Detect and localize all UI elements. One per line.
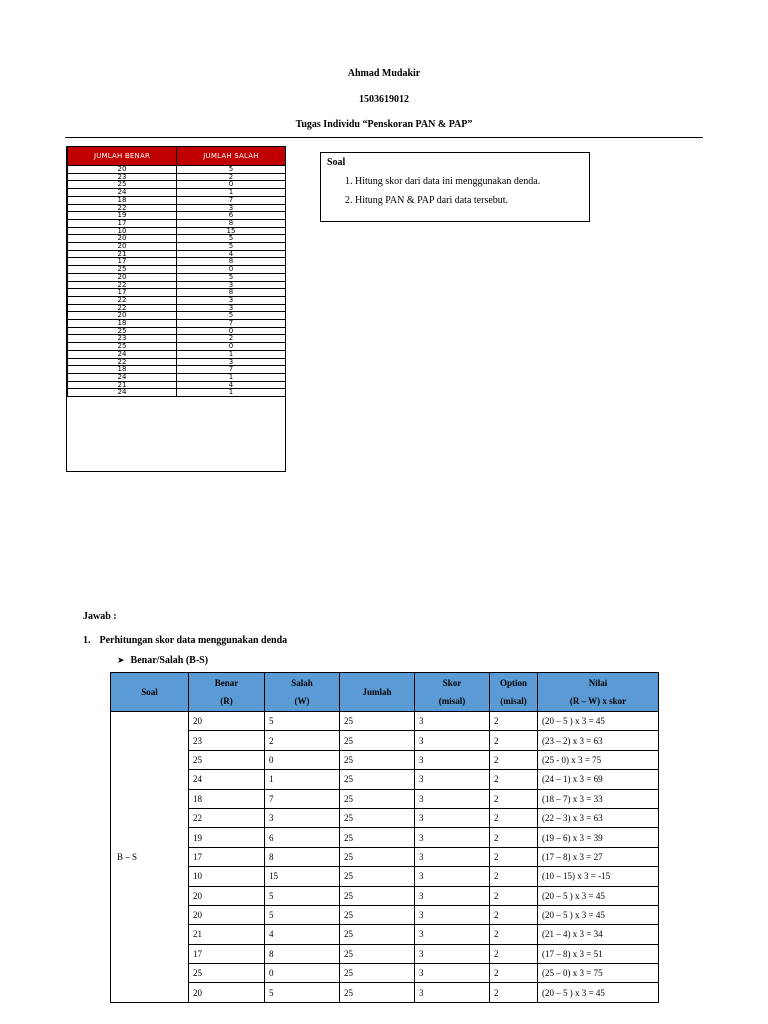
skor-cell: 3 xyxy=(415,925,490,944)
option-cell: 2 xyxy=(490,808,538,827)
table-row xyxy=(111,750,659,769)
salah-cell: 15 xyxy=(265,867,340,886)
benar-cell: 18 xyxy=(68,366,177,374)
benar-cell: 25 xyxy=(189,750,265,769)
table-row xyxy=(68,204,286,212)
option-cell: 2 xyxy=(490,731,538,750)
jumlah-cell: 25 xyxy=(340,944,415,963)
table-row xyxy=(68,366,286,374)
question-list xyxy=(327,176,583,206)
table-row xyxy=(68,389,286,397)
table-row xyxy=(111,712,659,731)
jumlah-cell: 25 xyxy=(340,789,415,808)
salah-cell: 1 xyxy=(265,770,340,789)
benar-cell: 25 xyxy=(68,343,177,351)
jumlah-cell: 25 xyxy=(340,867,415,886)
skor-cell: 3 xyxy=(415,808,490,827)
subsection-title: Benar/Salah (B-S) xyxy=(130,655,209,666)
benar-cell: 19 xyxy=(189,828,265,847)
jumlah-cell: 25 xyxy=(340,731,415,750)
option-cell: 2 xyxy=(490,925,538,944)
table-row xyxy=(68,358,286,366)
salah-cell: 8 xyxy=(265,847,340,866)
benar-cell: 25 xyxy=(189,964,265,983)
benar-cell: 25 xyxy=(68,327,177,335)
table-row xyxy=(68,212,286,220)
table-row xyxy=(111,770,659,789)
salah-cell: 2 xyxy=(177,335,286,343)
nilai-cell: (20 – 5 ) x 3 = 45 xyxy=(538,886,659,905)
header-benar: Benar (R) xyxy=(189,673,265,712)
table-row xyxy=(68,166,286,174)
score-table-body xyxy=(111,712,659,1003)
salah-cell: 8 xyxy=(177,289,286,297)
skor-cell: 3 xyxy=(415,944,490,963)
benar-cell: 21 xyxy=(68,250,177,258)
benar-cell: 23 xyxy=(68,335,177,343)
nilai-cell: (19 – 6) x 3 = 39 xyxy=(538,828,659,847)
salah-cell: 4 xyxy=(177,250,286,258)
benar-cell: 25 xyxy=(68,266,177,274)
nilai-cell: (21 – 4) x 3 = 34 xyxy=(538,925,659,944)
jumlah-cell: 25 xyxy=(340,808,415,827)
header-divider xyxy=(65,137,703,138)
benar-cell: 24 xyxy=(68,373,177,381)
salah-cell: 3 xyxy=(177,358,286,366)
nilai-cell: (20 – 5 ) x 3 = 45 xyxy=(538,983,659,1002)
benar-cell: 20 xyxy=(189,886,265,905)
skor-cell: 3 xyxy=(415,770,490,789)
nilai-cell: (25 – 0) x 3 = 75 xyxy=(538,964,659,983)
table-row xyxy=(111,731,659,750)
skor-cell: 3 xyxy=(415,750,490,769)
table-row xyxy=(111,828,659,847)
benar-cell: 20 xyxy=(68,166,177,174)
option-cell: 2 xyxy=(490,964,538,983)
step-heading xyxy=(83,635,287,646)
table-row xyxy=(68,343,286,351)
benar-cell: 20 xyxy=(68,312,177,320)
salah-cell: 5 xyxy=(265,983,340,1002)
jumlah-cell: 25 xyxy=(340,886,415,905)
benar-cell: 10 xyxy=(189,867,265,886)
salah-cell: 2 xyxy=(265,731,340,750)
student-id: 1503619012 xyxy=(359,94,409,105)
jumlah-cell: 25 xyxy=(340,828,415,847)
salah-cell: 5 xyxy=(177,235,286,243)
jumlah-cell: 25 xyxy=(340,983,415,1002)
salah-cell: 0 xyxy=(177,181,286,189)
option-cell: 2 xyxy=(490,770,538,789)
salah-cell: 5 xyxy=(177,243,286,251)
salah-cell: 7 xyxy=(265,789,340,808)
benar-cell: 17 xyxy=(68,219,177,227)
benar-cell: 22 xyxy=(189,808,265,827)
table-row xyxy=(111,886,659,905)
table-row xyxy=(68,196,286,204)
table-row xyxy=(111,944,659,963)
benar-cell: 22 xyxy=(68,296,177,304)
jumlah-cell: 25 xyxy=(340,905,415,924)
nilai-cell: (18 – 7) x 3 = 33 xyxy=(538,789,659,808)
header-jumlah: Jumlah xyxy=(340,673,415,712)
arrow-bullet-icon: ➤ xyxy=(117,656,125,666)
benar-cell: 21 xyxy=(68,381,177,389)
jumlah-cell: 25 xyxy=(340,964,415,983)
salah-cell: 1 xyxy=(177,373,286,381)
table-row xyxy=(68,266,286,274)
header-skor: Skor (misal) xyxy=(415,673,490,712)
benar-cell: 22 xyxy=(68,281,177,289)
answer-heading: Jawab : xyxy=(83,611,117,622)
salah-cell: 5 xyxy=(265,886,340,905)
salah-cell: 7 xyxy=(177,196,286,204)
benar-cell: 20 xyxy=(68,243,177,251)
option-cell: 2 xyxy=(490,905,538,924)
option-cell: 2 xyxy=(490,867,538,886)
soal-cell: B – S xyxy=(111,712,189,1003)
salah-cell: 0 xyxy=(265,964,340,983)
jumlah-cell: 25 xyxy=(340,712,415,731)
nilai-cell: (17 – 8) x 3 = 51 xyxy=(538,944,659,963)
benar-cell: 25 xyxy=(68,181,177,189)
benar-cell: 22 xyxy=(68,204,177,212)
benar-cell: 17 xyxy=(189,847,265,866)
benar-cell: 21 xyxy=(189,925,265,944)
salah-cell: 15 xyxy=(177,227,286,235)
nilai-cell: (25 - 0) x 3 = 75 xyxy=(538,750,659,769)
skor-cell: 3 xyxy=(415,789,490,808)
salah-cell: 1 xyxy=(177,350,286,358)
salah-cell: 7 xyxy=(177,320,286,328)
author-name: Ahmad Mudakir xyxy=(347,68,421,79)
table-row xyxy=(68,373,286,381)
table-row xyxy=(68,273,286,281)
salah-cell: 8 xyxy=(265,944,340,963)
nilai-cell: (22 – 3) x 3 = 63 xyxy=(538,808,659,827)
skor-cell: 3 xyxy=(415,731,490,750)
option-cell: 2 xyxy=(490,750,538,769)
benar-cell: 20 xyxy=(189,712,265,731)
salah-cell: 3 xyxy=(177,296,286,304)
answer-data-body xyxy=(68,166,286,397)
jumlah-cell: 25 xyxy=(340,770,415,789)
nilai-cell: (24 – 1) x 3 = 69 xyxy=(538,770,659,789)
salah-cell: 2 xyxy=(177,173,286,181)
skor-cell: 3 xyxy=(415,712,490,731)
table-row xyxy=(111,964,659,983)
nilai-cell: (20 – 5 ) x 3 = 45 xyxy=(538,712,659,731)
benar-cell: 23 xyxy=(68,173,177,181)
salah-cell: 4 xyxy=(265,925,340,944)
benar-cell: 17 xyxy=(68,289,177,297)
salah-cell: 0 xyxy=(177,327,286,335)
subsection-heading xyxy=(117,655,208,666)
salah-cell: 5 xyxy=(265,905,340,924)
header-nilai: Nilai (R – W) x skor xyxy=(538,673,659,712)
benar-cell: 23 xyxy=(189,731,265,750)
table-row xyxy=(111,925,659,944)
nilai-cell: (17 – 8) x 3 = 27 xyxy=(538,847,659,866)
benar-cell: 20 xyxy=(68,273,177,281)
step-title: Perhitungan skor data menggunakan denda xyxy=(99,635,288,646)
skor-cell: 3 xyxy=(415,964,490,983)
jumlah-cell: 25 xyxy=(340,750,415,769)
salah-cell: 3 xyxy=(177,304,286,312)
table-row xyxy=(68,335,286,343)
assignment-title: Tugas Individu “Penskoran PAN & PAP” xyxy=(295,119,473,130)
benar-cell: 24 xyxy=(68,389,177,397)
skor-cell: 3 xyxy=(415,847,490,866)
score-table-header xyxy=(111,673,659,712)
benar-cell: 24 xyxy=(68,189,177,197)
table-row xyxy=(111,789,659,808)
option-cell: 2 xyxy=(490,847,538,866)
table-row xyxy=(68,243,286,251)
column-header-salah: JUMLAH SALAH xyxy=(177,147,286,166)
table-row xyxy=(68,350,286,358)
table-row xyxy=(111,808,659,827)
skor-cell: 3 xyxy=(415,828,490,847)
jumlah-cell: 25 xyxy=(340,847,415,866)
nilai-cell: (23 – 2) x 3 = 63 xyxy=(538,731,659,750)
salah-cell: 1 xyxy=(177,389,286,397)
column-header-benar: JUMLAH BENAR xyxy=(68,147,177,166)
table-row xyxy=(68,320,286,328)
table-row xyxy=(68,296,286,304)
salah-cell: 0 xyxy=(177,266,286,274)
skor-cell: 3 xyxy=(415,905,490,924)
table-row xyxy=(68,258,286,266)
benar-cell: 22 xyxy=(68,304,177,312)
benar-cell: 24 xyxy=(189,770,265,789)
salah-cell: 8 xyxy=(177,258,286,266)
salah-cell: 5 xyxy=(177,166,286,174)
table-row xyxy=(68,250,286,258)
table-row xyxy=(111,867,659,886)
table-row xyxy=(68,227,286,235)
benar-cell: 10 xyxy=(68,227,177,235)
table-row xyxy=(68,381,286,389)
question-item: 1. Hitung skor dari data ini menggunakan denda. xyxy=(355,176,583,187)
table-row xyxy=(111,905,659,924)
salah-cell: 1 xyxy=(177,189,286,197)
salah-cell: 7 xyxy=(177,366,286,374)
question-item: 2. Hitung PAN & PAP dari data tersebut. xyxy=(355,195,583,206)
table-row xyxy=(68,189,286,197)
table-row xyxy=(111,847,659,866)
skor-cell: 3 xyxy=(415,867,490,886)
salah-cell: 5 xyxy=(265,712,340,731)
option-cell: 2 xyxy=(490,944,538,963)
step-number: 1. xyxy=(83,635,91,646)
salah-cell: 0 xyxy=(265,750,340,769)
header-soal: Soal xyxy=(111,673,189,712)
table-row xyxy=(68,219,286,227)
salah-cell: 3 xyxy=(177,204,286,212)
benar-cell: 18 xyxy=(189,789,265,808)
table-row xyxy=(111,983,659,1002)
jumlah-cell: 25 xyxy=(340,925,415,944)
benar-cell: 20 xyxy=(68,235,177,243)
salah-cell: 0 xyxy=(177,343,286,351)
question-box xyxy=(320,152,590,222)
answer-data-table xyxy=(66,146,286,472)
option-cell: 2 xyxy=(490,828,538,847)
benar-cell: 20 xyxy=(189,905,265,924)
table-row xyxy=(68,289,286,297)
benar-cell: 17 xyxy=(68,258,177,266)
benar-cell: 18 xyxy=(68,196,177,204)
benar-cell: 17 xyxy=(189,944,265,963)
table-row xyxy=(68,327,286,335)
table-row xyxy=(68,235,286,243)
skor-cell: 3 xyxy=(415,983,490,1002)
salah-cell: 5 xyxy=(177,312,286,320)
option-cell: 2 xyxy=(490,789,538,808)
salah-cell: 3 xyxy=(177,281,286,289)
nilai-cell: (10 – 15) x 3 = -15 xyxy=(538,867,659,886)
skor-cell: 3 xyxy=(415,886,490,905)
table-row xyxy=(68,181,286,189)
score-table xyxy=(110,672,659,1003)
question-title: Soal xyxy=(327,157,346,168)
header-option: Option (misal) xyxy=(490,673,538,712)
benar-cell: 18 xyxy=(68,320,177,328)
option-cell: 2 xyxy=(490,983,538,1002)
benar-cell: 19 xyxy=(68,212,177,220)
nilai-cell: (20 – 5 ) x 3 = 45 xyxy=(538,905,659,924)
table-row xyxy=(68,312,286,320)
option-cell: 2 xyxy=(490,886,538,905)
salah-cell: 6 xyxy=(177,212,286,220)
salah-cell: 5 xyxy=(177,273,286,281)
table-row xyxy=(68,173,286,181)
option-cell: 2 xyxy=(490,712,538,731)
salah-cell: 4 xyxy=(177,381,286,389)
salah-cell: 6 xyxy=(265,828,340,847)
salah-cell: 8 xyxy=(177,219,286,227)
header-salah: Salah (W) xyxy=(265,673,340,712)
salah-cell: 3 xyxy=(265,808,340,827)
benar-cell: 24 xyxy=(68,350,177,358)
benar-cell: 20 xyxy=(189,983,265,1002)
table-row xyxy=(68,304,286,312)
table-row xyxy=(68,281,286,289)
benar-cell: 22 xyxy=(68,358,177,366)
